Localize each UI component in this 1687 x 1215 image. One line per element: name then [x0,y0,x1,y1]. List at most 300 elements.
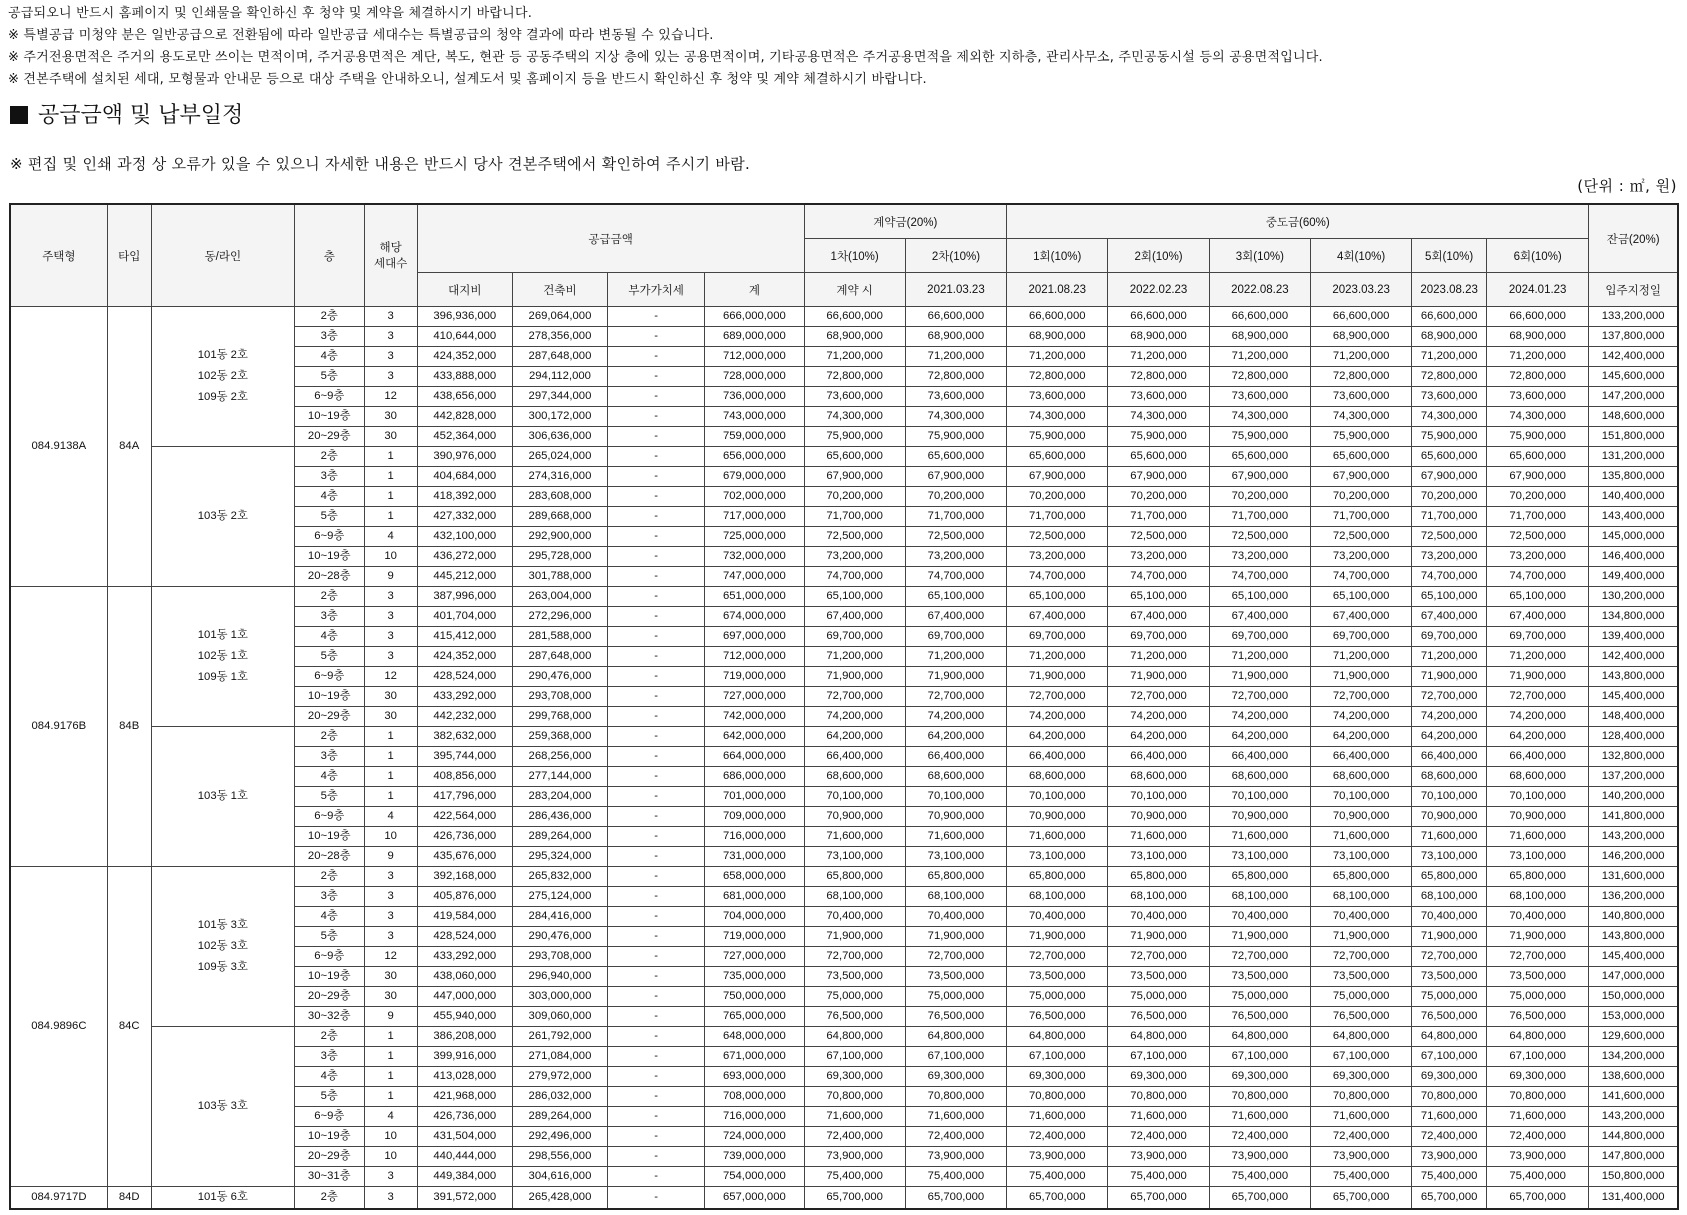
middle-4-cell: 69,700,000 [1311,627,1412,647]
total-cell: 735,000,000 [705,967,804,987]
building-cost-cell: 301,788,000 [512,567,607,587]
total-cell: 704,000,000 [705,907,804,927]
middle-2-cell: 71,600,000 [1108,827,1209,847]
balance-cell: 131,200,000 [1589,447,1678,467]
middle-1-cell: 72,700,000 [1007,687,1108,707]
balance-cell: 147,000,000 [1589,967,1678,987]
land-cost-cell: 386,208,000 [417,1027,512,1047]
middle-1-cell: 65,600,000 [1007,447,1108,467]
balance-cell: 148,400,000 [1589,707,1678,727]
middle-2-cell: 71,700,000 [1108,507,1209,527]
land-cost-cell: 427,332,000 [417,507,512,527]
floor-cell: 30~31층 [294,1167,364,1187]
vat-cell: - [608,867,705,887]
units-cell: 30 [364,407,417,427]
units-cell: 12 [364,667,417,687]
floor-cell: 4층 [294,487,364,507]
total-cell: 674,000,000 [705,607,804,627]
middle-6-cell: 70,100,000 [1486,787,1588,807]
middle-4-cell: 68,100,000 [1311,887,1412,907]
deposit-2-cell: 65,600,000 [905,447,1006,467]
unit-note: (단위 : ㎡, 원) [1577,177,1677,195]
middle-2-cell: 72,700,000 [1108,947,1209,967]
floor-cell: 6~9층 [294,947,364,967]
middle-2-cell: 70,800,000 [1108,1087,1209,1107]
units-cell: 10 [364,1147,417,1167]
building-cost-cell: 293,708,000 [512,687,607,707]
header-vat: 부가가치세 [608,273,705,307]
middle-6-cell: 72,400,000 [1486,1127,1588,1147]
deposit-2-cell: 74,200,000 [905,707,1006,727]
middle-3-cell: 67,100,000 [1209,1047,1310,1067]
middle-4-cell: 71,200,000 [1311,347,1412,367]
vat-cell: - [608,1027,705,1047]
middle-4-cell: 75,400,000 [1311,1167,1412,1187]
middle-5-cell: 70,100,000 [1412,787,1487,807]
deposit-1-cell: 71,200,000 [804,647,905,667]
deposit-2-cell: 72,500,000 [905,527,1006,547]
floor-cell: 5층 [294,787,364,807]
middle-4-cell: 71,900,000 [1311,927,1412,947]
header-middle-4: 4회(10%) [1311,239,1412,273]
floor-cell: 3층 [294,1047,364,1067]
middle-3-cell: 71,600,000 [1209,1107,1310,1127]
dong-line-cell [151,1027,294,1187]
middle-5-cell: 73,200,000 [1412,547,1487,567]
middle-3-cell: 73,600,000 [1209,387,1310,407]
building-cost-cell: 293,708,000 [512,947,607,967]
units-cell: 1 [364,487,417,507]
land-cost-cell: 449,384,000 [417,1167,512,1187]
middle-6-cell: 74,300,000 [1486,407,1588,427]
middle-3-cell: 70,100,000 [1209,787,1310,807]
middle-6-cell: 75,900,000 [1486,427,1588,447]
middle-4-cell: 73,500,000 [1311,967,1412,987]
vat-cell: - [608,787,705,807]
building-cost-cell: 299,768,000 [512,707,607,727]
header-middle-2: 2회(10%) [1108,239,1209,273]
section-heading [10,100,243,132]
middle-3-cell: 71,900,000 [1209,927,1310,947]
deposit-2-cell: 75,000,000 [905,987,1006,1007]
housing-type-cell: 084.9896C [10,867,107,1187]
middle-4-cell: 64,200,000 [1311,727,1412,747]
land-cost-cell: 404,684,000 [417,467,512,487]
floor-cell: 5층 [294,927,364,947]
units-cell: 1 [364,467,417,487]
middle-2-cell: 73,900,000 [1108,1147,1209,1167]
middle-1-cell: 75,400,000 [1007,1167,1108,1187]
middle-6-cell: 67,900,000 [1486,467,1588,487]
middle-2-cell: 65,800,000 [1108,867,1209,887]
land-cost-cell: 413,028,000 [417,1067,512,1087]
middle-5-cell: 68,100,000 [1412,887,1487,907]
balance-cell: 143,800,000 [1589,927,1678,947]
floor-cell: 3층 [294,607,364,627]
deposit-2-cell: 73,500,000 [905,967,1006,987]
middle-5-cell: 72,700,000 [1412,687,1487,707]
total-cell: 754,000,000 [705,1167,804,1187]
balance-cell: 143,200,000 [1589,1107,1678,1127]
middle-4-cell: 67,100,000 [1311,1047,1412,1067]
total-cell: 759,000,000 [705,427,804,447]
total-cell: 642,000,000 [705,727,804,747]
units-cell: 3 [364,327,417,347]
units-cell: 1 [364,447,417,467]
deposit-1-cell: 64,200,000 [804,727,905,747]
middle-1-cell: 75,000,000 [1007,987,1108,1007]
land-cost-cell: 419,584,000 [417,907,512,927]
middle-2-cell: 75,400,000 [1108,1167,1209,1187]
middle-3-cell: 67,900,000 [1209,467,1310,487]
deposit-1-cell: 67,400,000 [804,607,905,627]
deposit-1-cell: 69,700,000 [804,627,905,647]
total-cell: 709,000,000 [705,807,804,827]
land-cost-cell: 442,232,000 [417,707,512,727]
units-cell: 3 [364,367,417,387]
middle-2-cell: 65,700,000 [1108,1187,1209,1210]
deposit-1-cell: 65,700,000 [804,1187,905,1210]
vat-cell: - [608,1127,705,1147]
building-cost-cell: 289,264,000 [512,1107,607,1127]
middle-6-cell: 72,700,000 [1486,947,1588,967]
middle-3-cell: 72,700,000 [1209,687,1310,707]
middle-1-cell: 64,200,000 [1007,727,1108,747]
middle-6-cell: 68,100,000 [1486,887,1588,907]
units-cell: 1 [364,507,417,527]
middle-1-cell: 74,300,000 [1007,407,1108,427]
middle-1-cell: 72,400,000 [1007,1127,1108,1147]
middle-5-cell: 71,600,000 [1412,827,1487,847]
middle-6-cell: 70,200,000 [1486,487,1588,507]
building-cost-cell: 289,668,000 [512,507,607,527]
vat-cell: - [608,807,705,827]
deposit-1-cell: 70,400,000 [804,907,905,927]
land-cost-cell: 424,352,000 [417,647,512,667]
vat-cell: - [608,667,705,687]
middle-2-cell: 68,900,000 [1108,327,1209,347]
middle-3-cell: 64,800,000 [1209,1027,1310,1047]
floor-cell: 2층 [294,447,364,467]
floor-cell: 10~19층 [294,827,364,847]
middle-3-cell: 73,100,000 [1209,847,1310,867]
middle-5-cell: 76,500,000 [1412,1007,1487,1027]
balance-cell: 144,800,000 [1589,1127,1678,1147]
balance-cell: 139,400,000 [1589,627,1678,647]
dong-line-label: 109동 2호 [197,391,248,403]
middle-1-cell: 74,200,000 [1007,707,1108,727]
total-cell: 689,000,000 [705,327,804,347]
middle-1-cell: 71,600,000 [1007,1107,1108,1127]
middle-2-cell: 70,100,000 [1108,787,1209,807]
total-cell: 725,000,000 [705,527,804,547]
land-cost-cell: 431,504,000 [417,1127,512,1147]
middle-2-cell: 67,400,000 [1108,607,1209,627]
balance-cell: 150,800,000 [1589,1167,1678,1187]
deposit-1-cell: 67,900,000 [804,467,905,487]
vat-cell: - [608,1087,705,1107]
middle-6-cell: 64,200,000 [1486,727,1588,747]
middle-6-cell: 70,800,000 [1486,1087,1588,1107]
building-cost-cell: 269,064,000 [512,307,607,327]
total-cell: 693,000,000 [705,1067,804,1087]
header-type: 타입 [107,204,151,307]
middle-4-cell: 72,700,000 [1311,687,1412,707]
total-cell: 702,000,000 [705,487,804,507]
vat-cell: - [608,487,705,507]
total-cell: 731,000,000 [705,847,804,867]
middle-4-cell: 75,900,000 [1311,427,1412,447]
middle-5-cell: 65,700,000 [1412,1187,1487,1210]
vat-cell: - [608,467,705,487]
total-cell: 719,000,000 [705,667,804,687]
building-cost-cell: 297,344,000 [512,387,607,407]
units-cell: 30 [364,427,417,447]
total-cell: 651,000,000 [705,587,804,607]
floor-cell: 3층 [294,887,364,907]
balance-cell: 129,600,000 [1589,1027,1678,1047]
middle-6-cell: 72,500,000 [1486,527,1588,547]
vat-cell: - [608,387,705,407]
floor-cell: 20~29층 [294,1147,364,1167]
balance-cell: 138,600,000 [1589,1067,1678,1087]
total-cell: 701,000,000 [705,787,804,807]
middle-3-cell: 65,700,000 [1209,1187,1310,1210]
deposit-2-cell: 72,800,000 [905,367,1006,387]
middle-4-cell: 74,300,000 [1311,407,1412,427]
total-cell: 732,000,000 [705,547,804,567]
header-middle-1: 1회(10%) [1007,239,1108,273]
balance-cell: 136,200,000 [1589,887,1678,907]
floor-cell: 4층 [294,1067,364,1087]
middle-2-cell: 73,100,000 [1108,847,1209,867]
floor-cell: 4층 [294,627,364,647]
vat-cell: - [608,567,705,587]
balance-cell: 153,000,000 [1589,1007,1678,1027]
floor-cell: 10~19층 [294,967,364,987]
deposit-1-cell: 74,200,000 [804,707,905,727]
balance-cell: 131,400,000 [1589,1187,1678,1210]
middle-5-cell: 75,000,000 [1412,987,1487,1007]
middle-4-cell: 71,600,000 [1311,1107,1412,1127]
middle-4-cell: 70,900,000 [1311,807,1412,827]
vat-cell: - [608,907,705,927]
deposit-2-cell: 68,900,000 [905,327,1006,347]
middle-6-cell: 73,500,000 [1486,967,1588,987]
middle-5-cell: 68,900,000 [1412,327,1487,347]
deposit-2-cell: 73,600,000 [905,387,1006,407]
deposit-2-cell: 65,100,000 [905,587,1006,607]
header-balance: 잔금(20%) [1589,204,1678,273]
header-total: 계 [705,273,804,307]
header-balance-date: 입주지정일 [1589,273,1678,307]
deposit-1-cell: 68,900,000 [804,327,905,347]
deposit-1-cell: 68,600,000 [804,767,905,787]
dong-line-cell [151,587,294,727]
land-cost-cell: 422,564,000 [417,807,512,827]
deposit-1-cell: 66,400,000 [804,747,905,767]
balance-cell: 140,200,000 [1589,787,1678,807]
table-row [10,1027,1678,1047]
land-cost-cell: 445,212,000 [417,567,512,587]
balance-cell: 149,400,000 [1589,567,1678,587]
floor-cell: 4층 [294,347,364,367]
deposit-1-cell: 66,600,000 [804,307,905,327]
floor-cell: 3층 [294,327,364,347]
middle-6-cell: 65,600,000 [1486,447,1588,467]
middle-1-cell: 72,500,000 [1007,527,1108,547]
building-cost-cell: 265,832,000 [512,867,607,887]
middle-5-cell: 73,900,000 [1412,1147,1487,1167]
deposit-2-cell: 65,700,000 [905,1187,1006,1210]
deposit-1-cell: 70,100,000 [804,787,905,807]
balance-cell: 133,200,000 [1589,307,1678,327]
balance-cell: 150,000,000 [1589,987,1678,1007]
middle-2-cell: 68,100,000 [1108,887,1209,907]
middle-3-cell: 72,800,000 [1209,367,1310,387]
deposit-2-cell: 67,400,000 [905,607,1006,627]
deposit-2-cell: 72,700,000 [905,947,1006,967]
middle-5-cell: 70,800,000 [1412,1087,1487,1107]
floor-cell: 6~9층 [294,667,364,687]
balance-cell: 145,400,000 [1589,947,1678,967]
deposit-2-cell: 73,900,000 [905,1147,1006,1167]
price-schedule-table [9,203,1679,1210]
header-housing-type: 주택형 [10,204,107,307]
land-cost-cell: 455,940,000 [417,1007,512,1027]
middle-5-cell: 73,100,000 [1412,847,1487,867]
vat-cell: - [608,347,705,367]
total-cell: 681,000,000 [705,887,804,907]
units-cell: 9 [364,567,417,587]
deposit-2-cell: 71,600,000 [905,1107,1006,1127]
vat-cell: - [608,707,705,727]
type-cell: 84C [107,867,151,1187]
land-cost-cell: 433,292,000 [417,947,512,967]
middle-2-cell: 65,100,000 [1108,587,1209,607]
land-cost-cell: 415,412,000 [417,627,512,647]
middle-2-cell: 73,600,000 [1108,387,1209,407]
building-cost-cell: 274,316,000 [512,467,607,487]
middle-4-cell: 73,900,000 [1311,1147,1412,1167]
dong-line-label: 101동 3호 [197,919,248,931]
middle-5-cell: 70,900,000 [1412,807,1487,827]
middle-4-cell: 70,200,000 [1311,487,1412,507]
balance-cell: 130,200,000 [1589,587,1678,607]
building-cost-cell: 287,648,000 [512,647,607,667]
deposit-1-cell: 70,200,000 [804,487,905,507]
units-cell: 1 [364,787,417,807]
balance-cell: 135,800,000 [1589,467,1678,487]
middle-5-cell: 72,400,000 [1412,1127,1487,1147]
total-cell: 750,000,000 [705,987,804,1007]
vat-cell: - [608,607,705,627]
floor-cell: 10~19층 [294,1127,364,1147]
total-cell: 656,000,000 [705,447,804,467]
land-cost-cell: 442,828,000 [417,407,512,427]
header-units: 해당 세대수 [364,204,417,307]
deposit-1-cell: 73,900,000 [804,1147,905,1167]
deposit-1-cell: 75,000,000 [804,987,905,1007]
middle-1-cell: 67,900,000 [1007,467,1108,487]
total-cell: 686,000,000 [705,767,804,787]
units-cell: 1 [364,1047,417,1067]
units-cell: 3 [364,887,417,907]
floor-cell: 2층 [294,727,364,747]
housing-type-cell: 084.9717D [10,1187,107,1210]
middle-2-cell: 75,900,000 [1108,427,1209,447]
middle-3-cell: 64,200,000 [1209,727,1310,747]
building-cost-cell: 271,084,000 [512,1047,607,1067]
land-cost-cell: 428,524,000 [417,927,512,947]
dong-line-label: 101동 6호 [197,1191,248,1203]
total-cell: 727,000,000 [705,687,804,707]
balance-cell: 147,200,000 [1589,387,1678,407]
middle-6-cell: 66,600,000 [1486,307,1588,327]
vat-cell: - [608,747,705,767]
land-cost-cell: 426,736,000 [417,1107,512,1127]
deposit-2-cell: 70,200,000 [905,487,1006,507]
building-cost-cell: 259,368,000 [512,727,607,747]
balance-cell: 145,400,000 [1589,687,1678,707]
middle-1-cell: 70,200,000 [1007,487,1108,507]
deposit-2-cell: 70,900,000 [905,807,1006,827]
middle-4-cell: 70,400,000 [1311,907,1412,927]
table-row [10,1187,1678,1210]
dong-line-label: 103동 2호 [197,510,248,522]
building-cost-cell: 275,124,000 [512,887,607,907]
land-cost-cell: 428,524,000 [417,667,512,687]
middle-5-cell: 72,500,000 [1412,527,1487,547]
dong-line-label: 102동 1호 [197,650,248,662]
type-cell: 84A [107,307,151,587]
balance-cell: 142,400,000 [1589,647,1678,667]
total-cell: 657,000,000 [705,1187,804,1210]
middle-5-cell: 67,400,000 [1412,607,1487,627]
land-cost-cell: 387,996,000 [417,587,512,607]
deposit-1-cell: 65,600,000 [804,447,905,467]
middle-1-cell: 73,600,000 [1007,387,1108,407]
middle-6-cell: 64,800,000 [1486,1027,1588,1047]
deposit-1-cell: 70,900,000 [804,807,905,827]
units-cell: 9 [364,847,417,867]
table-body [10,307,1678,1210]
middle-3-cell: 70,400,000 [1209,907,1310,927]
middle-1-cell: 73,200,000 [1007,547,1108,567]
floor-cell: 20~29층 [294,707,364,727]
middle-5-cell: 70,400,000 [1412,907,1487,927]
middle-1-cell: 69,700,000 [1007,627,1108,647]
middle-1-cell: 75,900,000 [1007,427,1108,447]
middle-3-cell: 68,100,000 [1209,887,1310,907]
deposit-1-cell: 65,100,000 [804,587,905,607]
middle-4-cell: 65,800,000 [1311,867,1412,887]
deposit-2-cell: 69,700,000 [905,627,1006,647]
dong-line-label: 102동 2호 [197,370,248,382]
deposit-2-cell: 71,900,000 [905,667,1006,687]
middle-6-cell: 65,800,000 [1486,867,1588,887]
floor-cell: 5층 [294,1087,364,1107]
middle-6-cell: 74,700,000 [1486,567,1588,587]
building-cost-cell: 292,496,000 [512,1127,607,1147]
middle-4-cell: 67,400,000 [1311,607,1412,627]
middle-2-cell: 70,900,000 [1108,807,1209,827]
middle-5-cell: 67,900,000 [1412,467,1487,487]
deposit-1-cell: 75,900,000 [804,427,905,447]
middle-6-cell: 71,200,000 [1486,647,1588,667]
middle-5-cell: 67,100,000 [1412,1047,1487,1067]
land-cost-cell: 447,000,000 [417,987,512,1007]
